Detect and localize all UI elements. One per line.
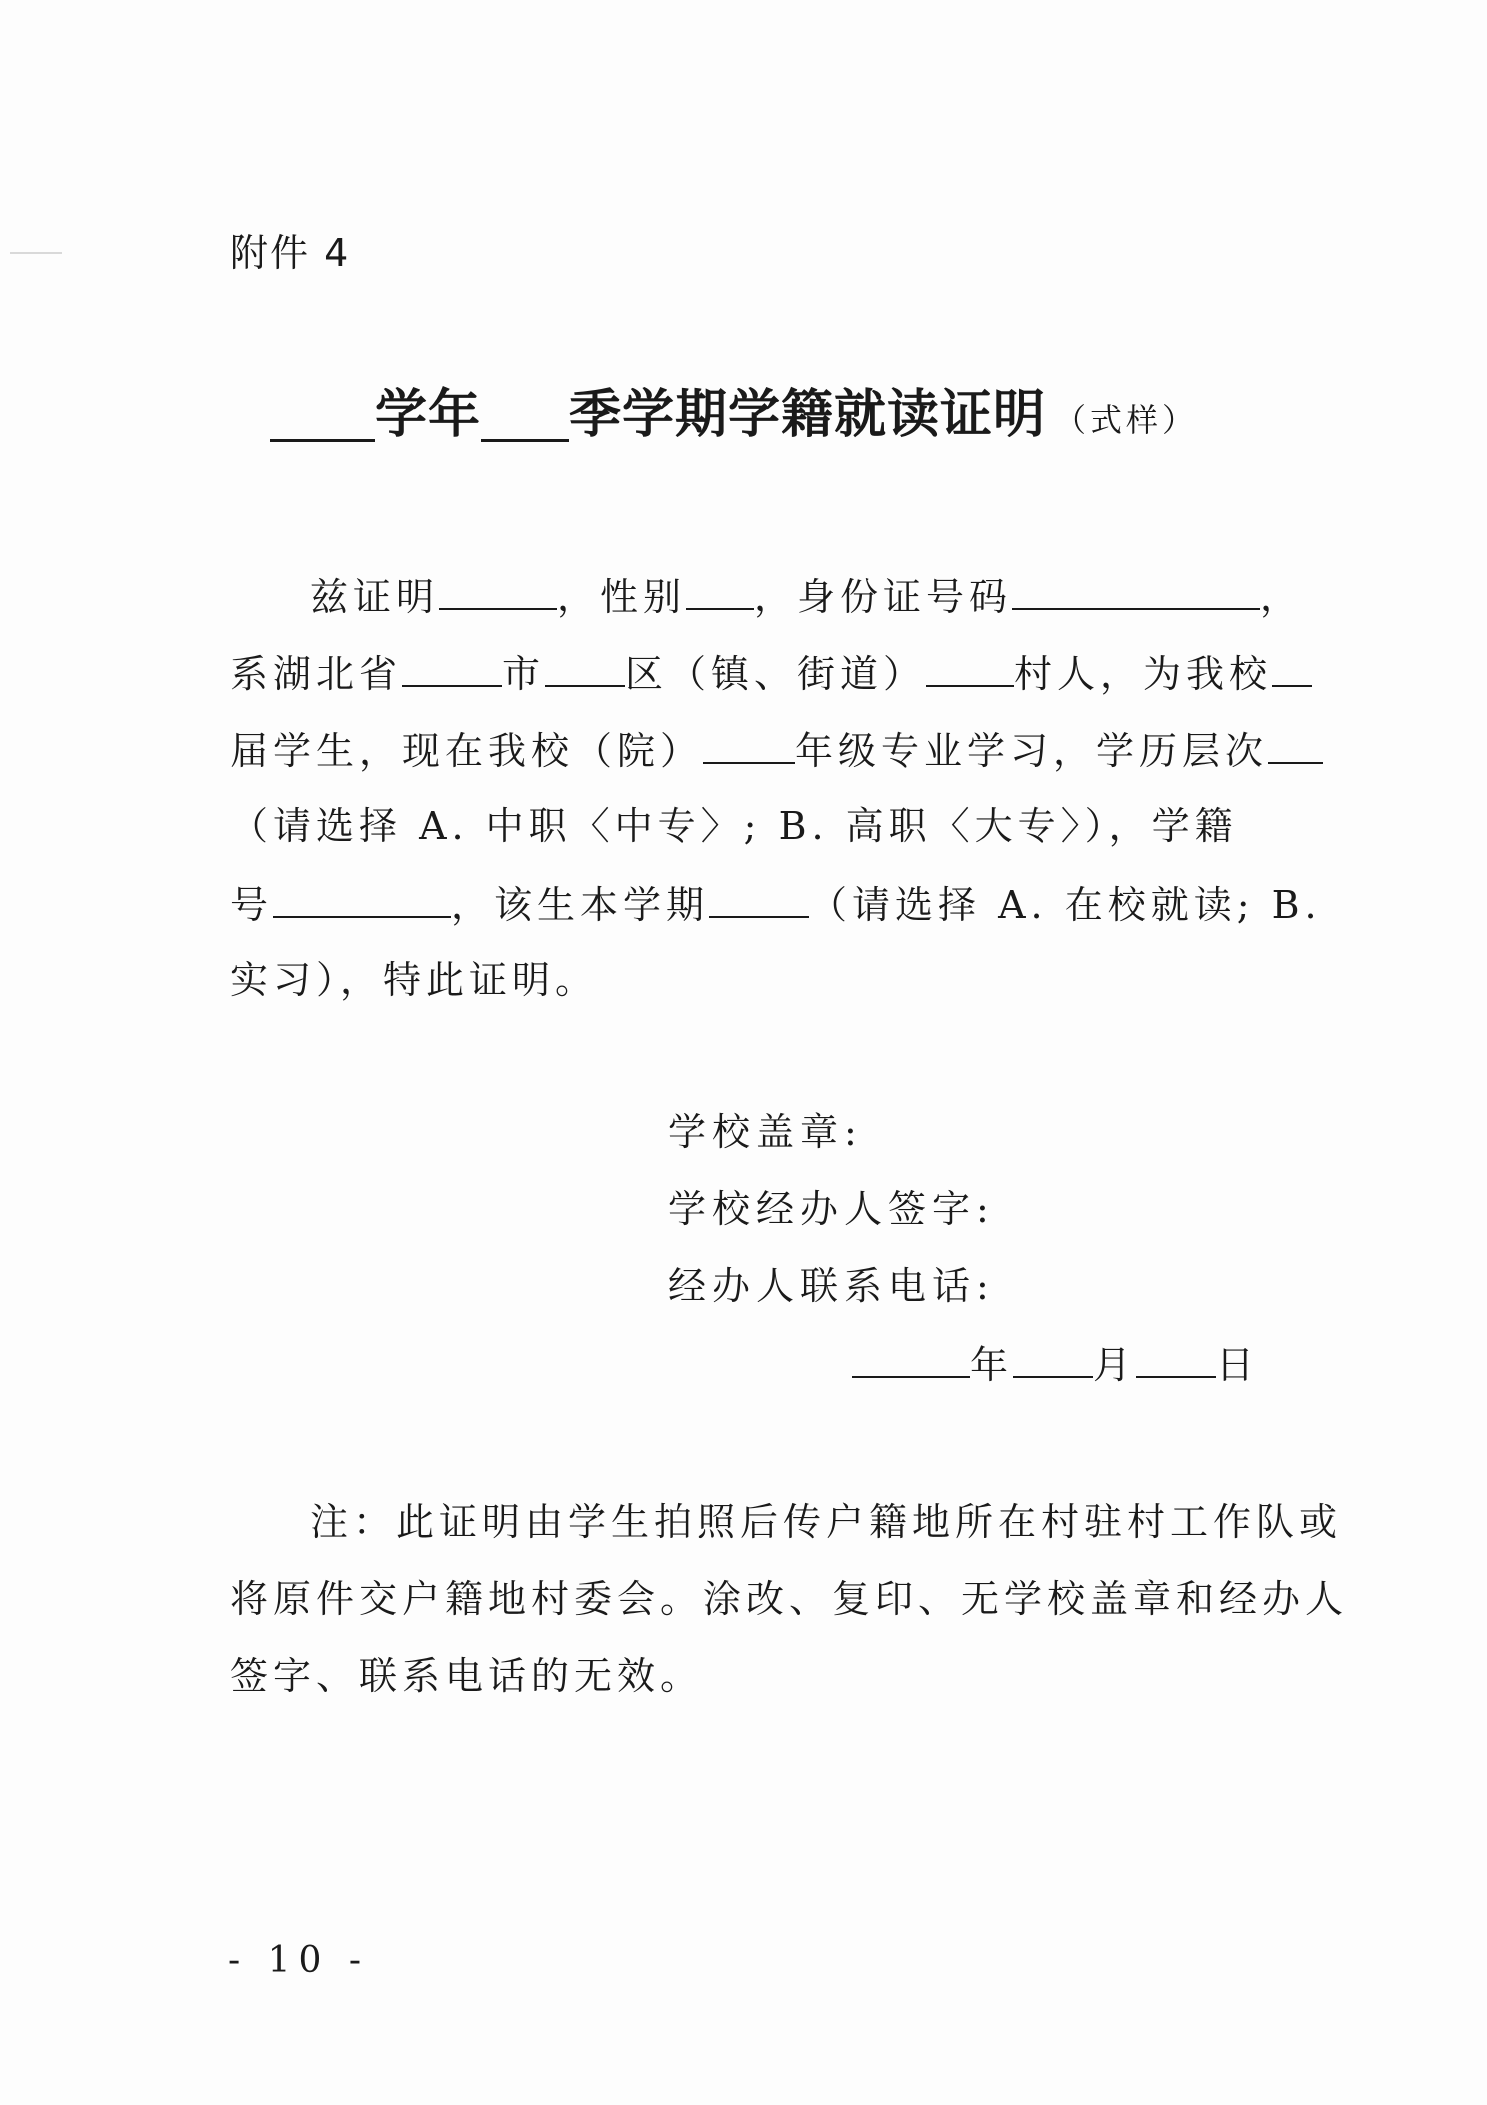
gender-blank [686, 570, 754, 610]
student-number-blank [273, 878, 451, 918]
body-text: ，性别 [557, 575, 687, 619]
attachment-label: 附件 4 [230, 231, 351, 275]
note-line-2: 将原件交户籍地村委会。涂改、复印、无学校盖章和经办人 [230, 1577, 1349, 1621]
scan-edge-mark [10, 252, 62, 254]
body-text: 实习），特此证明。 [230, 958, 599, 1002]
title-part2: 季学期学籍就读证明 [569, 385, 1047, 445]
year-label: 年 [970, 1343, 1014, 1387]
body-line-1 [310, 570, 1303, 622]
body-line-5 [230, 878, 1322, 930]
day-label: 日 [1216, 1343, 1260, 1387]
page-number: - 10 - [228, 1940, 370, 1981]
note-line-1: 注：此证明由学生拍照后传户籍地所在村驻村工作队或 [310, 1500, 1343, 1544]
body-text: ，身份证号码 [754, 575, 1013, 619]
body-line-6 [230, 955, 598, 1005]
title-season-blank [481, 385, 569, 442]
body-text: 系湖北省 [230, 652, 403, 696]
title-note: （式样） [1054, 401, 1199, 439]
status-blank [709, 878, 809, 918]
body-text: 届学生，现在我校（院） [230, 729, 704, 773]
body-text: 村人，为我校 [1014, 652, 1273, 696]
grade-blank [703, 724, 795, 764]
class-year-blank [1272, 647, 1312, 687]
body-text: （请选择 A. 中职〈中专〉; B. 高职〈大专〉），学籍 [230, 804, 1238, 848]
education-level-blank [1268, 724, 1323, 764]
body-line-2 [230, 647, 1312, 699]
body-text: （请选择 A. 在校就读; B. [809, 883, 1322, 927]
body-line-4 [230, 801, 1238, 851]
body-text: 区（镇、街道） [625, 652, 927, 696]
district-blank [545, 647, 625, 687]
body-text: 号 [230, 883, 274, 927]
school-stamp-label: 学校盖章: [668, 1110, 863, 1154]
city-blank [402, 647, 502, 687]
handler-phone-label: 经办人联系电话: [668, 1264, 995, 1308]
id-number-blank [1012, 570, 1260, 610]
note-line-3: 签字、联系电话的无效。 [230, 1654, 704, 1698]
title-year-blank [270, 385, 375, 442]
day-blank [1136, 1338, 1216, 1378]
body-text: 兹证明 [310, 575, 440, 619]
month-label: 月 [1093, 1343, 1137, 1387]
title-part1: 学年 [375, 385, 482, 445]
name-blank [439, 570, 557, 610]
body-line-3 [230, 724, 1323, 776]
month-blank [1013, 1338, 1093, 1378]
year-blank [852, 1338, 970, 1378]
body-text: 市 [502, 652, 546, 696]
body-text: ，该生本学期 [451, 883, 710, 927]
handler-sign-label: 学校经办人签字: [668, 1187, 995, 1231]
date-line [852, 1338, 1259, 1390]
body-text: 年级专业学习，学历层次 [795, 729, 1269, 773]
village-blank [926, 647, 1014, 687]
document-title [270, 380, 1198, 450]
body-text: ， [1260, 575, 1304, 619]
